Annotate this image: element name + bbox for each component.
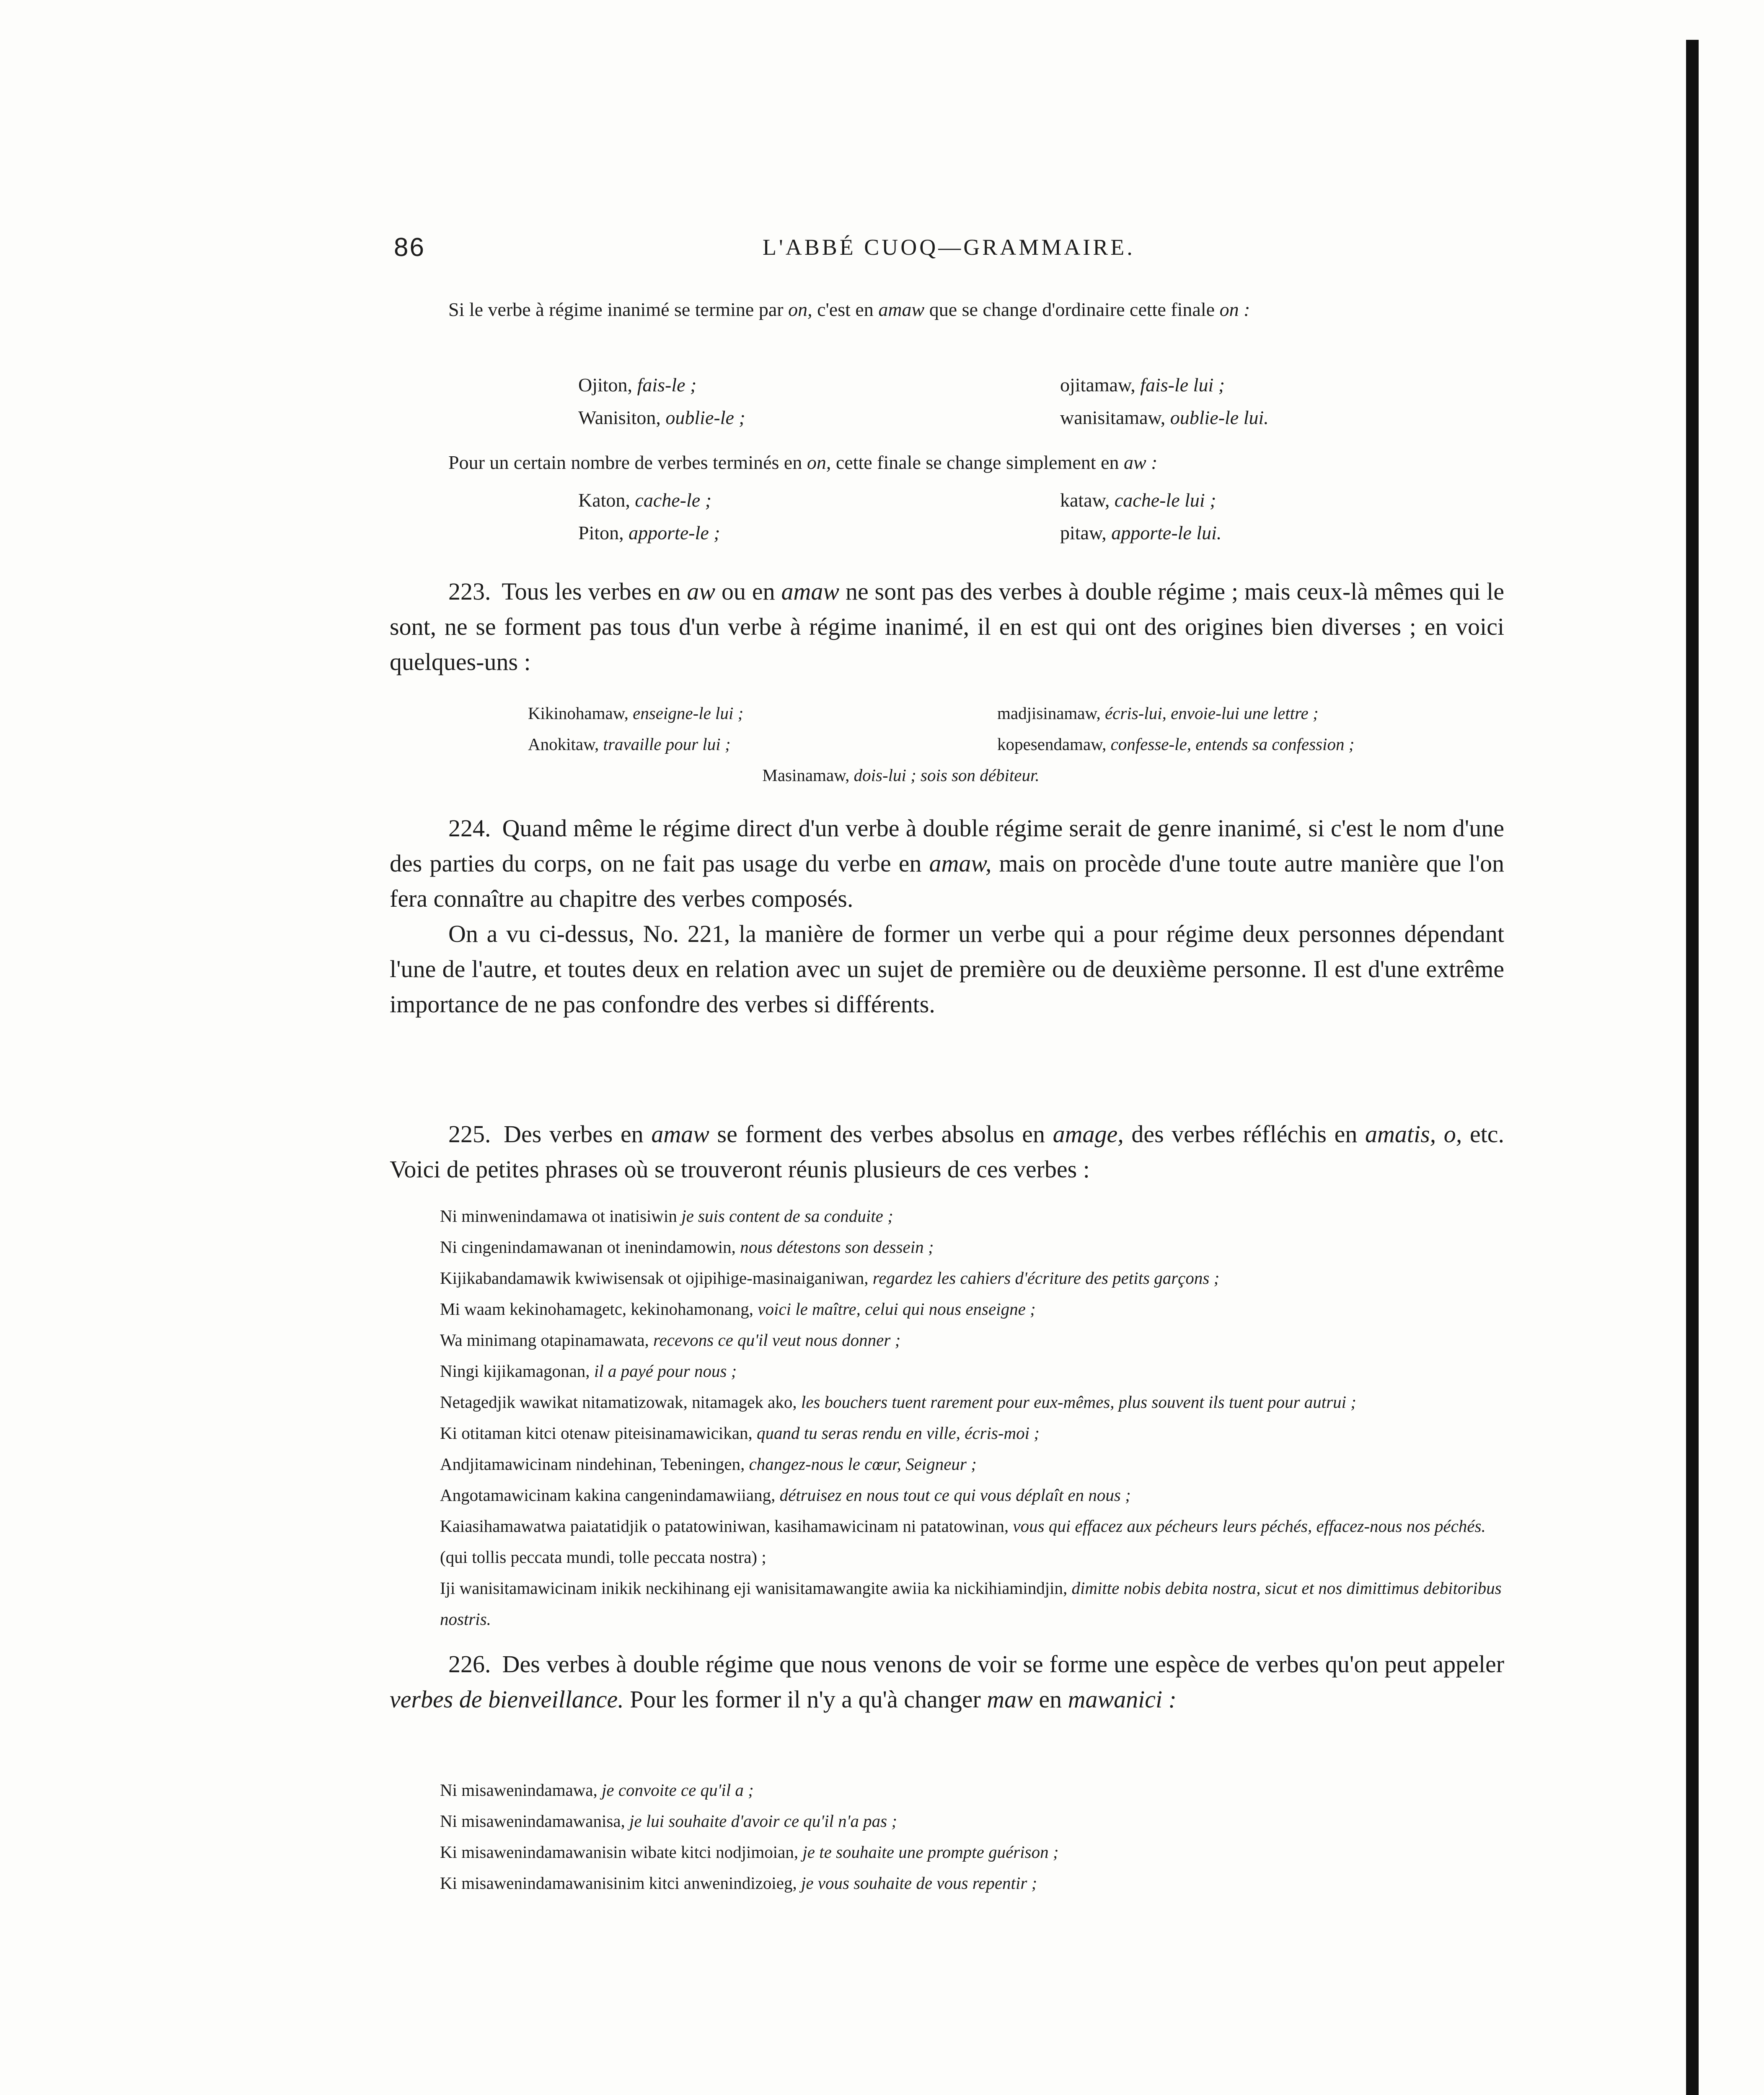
section-224: 224. Quand même le régime direct d'un verbe à double régime serait de genre inanimé, si c'est le nom d'une des parties du corps, on ne fait pas usage du verbe en amaw, mais on procède d'une toute autre manière que l'on fera connaître au chapitre des verbes composés. On a vu ci-dessus, No. 221, la manière de former un verbe qui a pour régime deux personnes dépendant l'une de l'autre, et toutes deux en relation avec un sujet de première ou de deuxième personne. Il est d'une extrême importance de ne pas confondre des verbes si différents. (390, 811, 1504, 1022)
list-item: Kaiasihamawatwa paiatatidjik o patatowiniwan, kasihamawicinam ni patatowinan, vous qui effacez aux pécheurs leurs péchés, effacez-nous nos péchés. (qui tollis peccata mundi, tolle peccata nostra) ; (440, 1516, 1486, 1567)
list-item: Ki otitaman kitci otenaw piteisinamawicikan, quand tu seras rendu en ville, écris-moi ; (440, 1423, 1040, 1443)
page-header (394, 233, 1450, 270)
list-item: Ni misawenindamawanisa, je lui souhaite d'avoir ce qu'il n'a pas ; (440, 1811, 897, 1831)
example-row: Piton, apporte-le ; pitaw, apporte-le lui. (578, 522, 1222, 543)
examples-list-1 (390, 369, 1504, 434)
list-item: Ki misawenindamawanisinim kitci anwenindizoieg, je vous souhaite de vous repentir ; (440, 1873, 1037, 1893)
list-item: Kijikabandamawik kwiwisensak ot ojipihige-masinaiganiwan, regardez les cahiers d'écriture des petits garçons ; (440, 1268, 1220, 1288)
section-number: 224. (448, 815, 491, 842)
phrase-list-2 (390, 1774, 1504, 1898)
list-item: Andjitamawicinam nindehinan, Tebeningen, changez-nous le cœur, Seigneur ; (440, 1454, 977, 1474)
section-number: 225. (448, 1120, 491, 1148)
example-row-center: Masinamaw, dois-lui ; sois son débiteur. (762, 766, 1040, 785)
section-number: 226. (448, 1650, 491, 1678)
page-number: 86 (394, 233, 425, 262)
page-edge-bar (1686, 40, 1699, 2095)
examples-list-2 (390, 484, 1504, 549)
example-row: Anokitaw, travaille pour lui ; kopesendamaw, confesse-le, entends sa confession ; (528, 735, 1355, 754)
list-item: Ni minwenindamawa ot inatisiwin je suis content de sa conduite ; (440, 1206, 893, 1226)
list-item: Ningi kijikamagonan, il a payé pour nous ; (440, 1361, 737, 1381)
list-item: Mi waam kekinohamagetc, kekinohamonang, voici le maître, celui qui nous enseigne ; (440, 1299, 1036, 1319)
list-item: Ki misawenindamawanisin wibate kitci nodjimoian, je te souhaite une prompte guérison ; (440, 1842, 1059, 1862)
list-item: Ni misawenindamawa, je convoite ce qu'il a ; (440, 1780, 754, 1800)
section-225: 225. Des verbes en amaw se forment des verbes absolus en amage, des verbes réfléchis en amatis, o, etc. Voici de petites phrases où se trouveront réunis plusieurs de ces verbes : (390, 1120, 1505, 1183)
example-row: Kikinohamaw, enseigne-le lui ; madjisinamaw, écris-lui, envoie-lui une lettre ; (528, 704, 1319, 723)
intro-paragraph: Si le verbe à régime inanimé se termine par on, c'est en amaw que se change d'ordinaire cette finale on : (448, 299, 1250, 320)
section-224-para2: On a vu ci-dessus, No. 221, la manière de former un verbe qui a pour régime deux personnes dépendant l'une de l'autre, et toutes deux en relation avec un sujet de première ou de deuxième personne. Il est d'une extrême importance de ne pas confondre des verbes si différents. (390, 920, 1504, 1018)
list-item: Iji wanisitamawicinam inikik neckihinang eji wanisitamawangite awiia ka nickihiamindjin, dimitte nobis debita nostra, sicut et nos dimittimus debitoribus nostris. (440, 1578, 1502, 1629)
example-row: Katon, cache-le ; kataw, cache-le lui ; (578, 489, 1216, 511)
list-item: Angotamawicinam kakina cangenindamawiiang, détruisez en nous tout ce qui vous déplaît en nous ; (440, 1485, 1131, 1505)
section-226: 226. Des verbes à double régime que nous venons de voir se forme une espèce de verbes qu'on peut appeler verbes de bienveillance. Pour les former il n'y a qu'à changer maw en mawanici : (390, 1650, 1505, 1713)
list-item: Ni cingenindamawanan ot inenindamowin, nous détestons son dessein ; (440, 1237, 934, 1257)
list-item: Wa minimang otapinamawata, recevons ce qu'il veut nous donner ; (440, 1330, 901, 1350)
example-row: Wanisiton, oublie-le ; wanisitamaw, oublie-le lui. (578, 407, 1269, 428)
list-item: Netagedjik wawikat nitamatizowak, nitamagek ako, les bouchers tuent rarement pour eux-mêmes, plus souvent ils tuent pour autrui ; (440, 1392, 1356, 1412)
examples-list-3 (390, 698, 1504, 791)
section-223: 223. Tous les verbes en aw ou en amaw ne sont pas des verbes à double régime ; mais ceux-là mêmes qui le sont, ne se forment pas tous d'un verbe à régime inanimé, il en est qui ont des origines bien diverses ; en voici quelques-uns : (390, 578, 1505, 675)
note-paragraph: Pour un certain nombre de verbes terminés en on, cette finale se change simplement en aw : (448, 452, 1158, 473)
running-title: L'ABBÉ CUOQ—GRAMMAIRE. (763, 235, 1135, 260)
example-row: Ojiton, fais-le ; ojitamaw, fais-le lui ; (578, 374, 1225, 396)
phrase-list (390, 1200, 1504, 1635)
section-number: 223. (448, 578, 491, 605)
